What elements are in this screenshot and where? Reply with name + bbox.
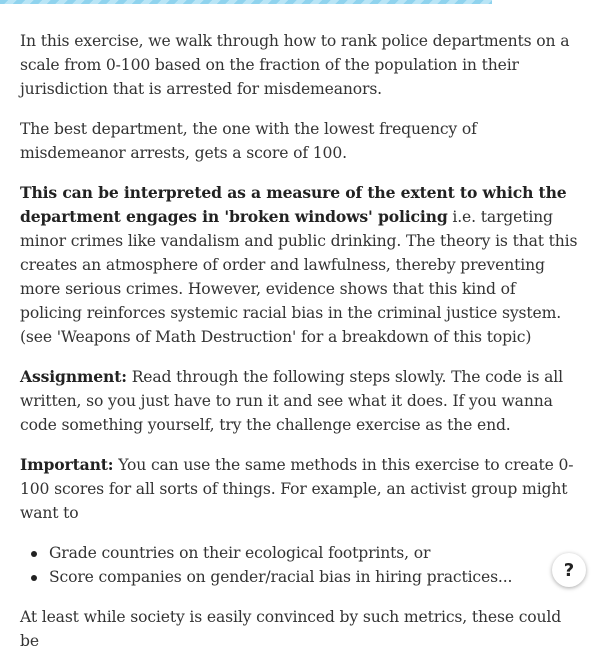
broken-windows-text: i.e. targeting minor crimes like vandalism and public drinking. The theory is that this creates an atmosphere of order and lawfulness, thereby preventing more serious crimes. However, evidence shows that this kind of policing reinforces systemic racial bias in the criminal justice system. (see 'Weapons of Math Destruction' for a breakdown of this topic) (20, 208, 578, 346)
closing-paragraph: At least while society is easily convinced by such metrics, these could be (20, 608, 562, 650)
list-item: Score companies on gender/racial bias in hiring practices... (49, 565, 578, 589)
broken-windows-emphasis: This can be interpreted as a measure of the extent to which the department engages in 'broken windows' policing (20, 183, 567, 226)
reading-progress-bar (0, 0, 600, 4)
article-body (20, 29, 578, 669)
question-mark-icon: ? (563, 559, 575, 581)
important-text: You can use the same methods in this exercise to create 0-100 scores for all sorts of things. For example, an activist group might want to (20, 456, 574, 522)
help-button[interactable] (552, 553, 586, 587)
assignment-text: Read through the following steps slowly. The code is all written, so you just have to run it and see what it does. If you wanna code something yourself, try the challenge exercise as the end. (20, 368, 563, 434)
important-label: Important: (20, 455, 114, 474)
broken-windows-paragraph (20, 181, 578, 349)
examples-list (20, 541, 578, 589)
intro-paragraph: In this exercise, we walk through how to rank police departments on a scale from 0-100 based on the fraction of the population in their jurisdiction that is arrested for misdemeanors. (20, 32, 570, 98)
reading-progress-fill (0, 0, 492, 4)
assignment-paragraph (20, 365, 578, 437)
best-department-paragraph: The best department, the one with the lowest frequency of misdemeanor arrests, gets a score of 100. (20, 120, 477, 162)
assignment-label: Assignment: (20, 367, 127, 386)
list-item: Grade countries on their ecological footprints, or (49, 541, 578, 565)
important-paragraph (20, 453, 578, 525)
